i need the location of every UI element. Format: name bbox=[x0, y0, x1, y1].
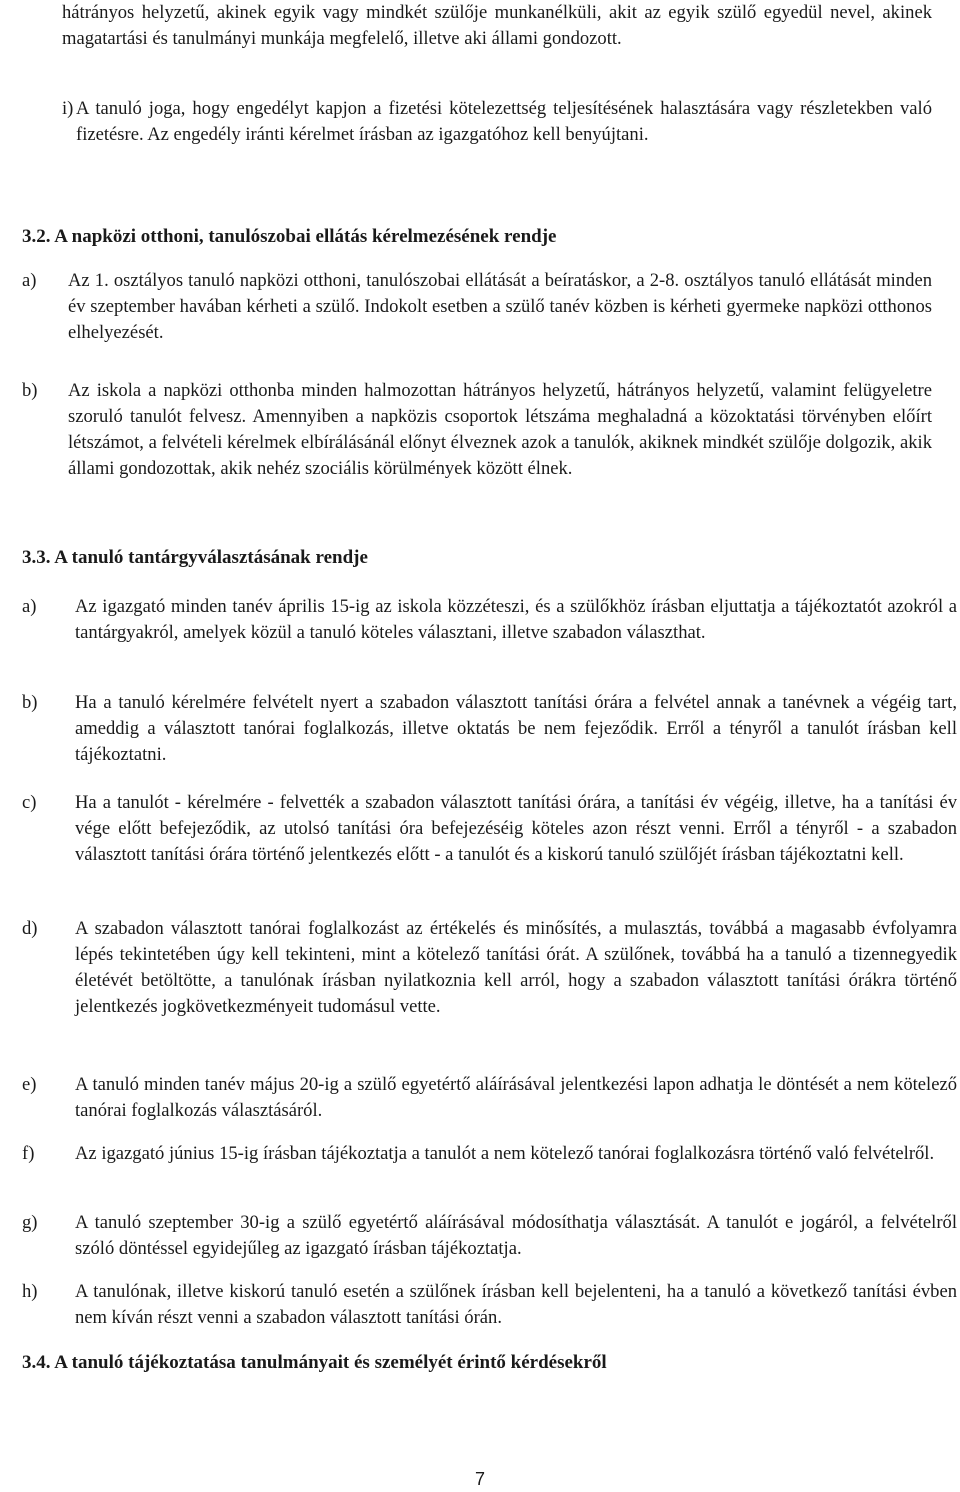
item-label: b) bbox=[22, 380, 38, 401]
intro-continuation bbox=[62, 0, 932, 52]
section-heading-3-4: 3.4. A tanuló tájékoztatása tanulmányait és személyét érintő kérdésekről bbox=[22, 1352, 607, 1373]
item-label: i) bbox=[62, 98, 74, 119]
item-text: A tanuló minden tanév május 20-ig a szülő egyetértő aláírásával jelentkezési lapon adhatja le döntését a nem kötelező tanórai foglalkozás választásáról. bbox=[75, 1074, 957, 1121]
item-label: b) bbox=[22, 692, 38, 713]
item-text: Ha a tanulót - kérelmére - felvették a szabadon választott tanítási órára, a tanítási év végéig, illetve, ha a tanítási év vége előtt befejeződik, az utolsó tanítási óra befejezéséig köteles azon részt venni. Erről a tényről - a szabadon választott tanítási órára történő jelentkezés előtt - a tanulót és a kiskorú tanuló szülőjét írásban tájékoztatni kell. bbox=[75, 792, 957, 865]
intro-text: hátrányos helyzetű, akinek egyik vagy mindkét szülője munkanélküli, akit az egyik szülő egyedül nevel, akinek magatartási és tanulmányi munkája megfelelő, illetve aki állami gondozott. bbox=[62, 2, 932, 49]
page-number: 7 bbox=[474, 1469, 485, 1489]
section-heading-3-2: 3.2. A napközi otthoni, tanulószobai ellátás kérelmezésének rendje bbox=[22, 226, 557, 247]
sec33-item-a bbox=[22, 594, 957, 646]
sec33-item-e bbox=[22, 1072, 957, 1124]
item-label: e) bbox=[22, 1074, 37, 1095]
item-label: a) bbox=[22, 270, 37, 291]
item-label: g) bbox=[22, 1212, 38, 1233]
sec33-item-d bbox=[22, 916, 957, 1020]
intro-item-i bbox=[62, 96, 932, 148]
sec32-item-a bbox=[22, 268, 932, 346]
item-label: f) bbox=[22, 1143, 35, 1164]
item-label: a) bbox=[22, 596, 37, 617]
item-text: A tanuló szeptember 30-ig a szülő egyetértő aláírásával módosíthatja választását. A tanulót e jogáról, a felvételről szóló döntéssel egyidejűleg az igazgató írásban tájékoztatja. bbox=[75, 1212, 957, 1259]
sec32-item-b bbox=[22, 378, 932, 482]
sec33-item-c bbox=[22, 790, 957, 868]
item-text: Ha a tanuló kérelmére felvételt nyert a szabadon választott tanítási órára a felvétel annak a tanévnek a végéig tart, ameddig a választott tanórai foglalkozás, illetve oktatás be nem fejeződik. Erről a tényről a tanulót írásban kell tájékoztatni. bbox=[75, 692, 957, 765]
item-text: Az igazgató minden tanév április 15-ig az iskola közzéteszi, és a szülőkhöz írásban eljuttatja a tájékoztatót azokról a tantárgyakról, amelyek közül a tanuló köteles választani, illetve szabadon választhat. bbox=[75, 596, 957, 643]
section-heading-3-3: 3.3. A tanuló tantárgyválasztásának rendje bbox=[22, 547, 368, 568]
sec33-item-g bbox=[22, 1210, 957, 1262]
item-text: A szabadon választott tanórai foglalkozást az értékelés és minősítés, a mulasztás, továbbá a magasabb évfolyamra lépés tekintetében úgy kell tekinteni, mint a kötelező tanítási órát. A szülőnek, továbbá ha a tanuló a tizennegyedik életévét betöltötte, a tanulónak írásban nyilatkoznia kell arról, hogy a szabadon választott tanítási órákra történő jelentkezés jogkövetkezményeit tudomásul vette. bbox=[75, 918, 957, 1017]
item-label: h) bbox=[22, 1281, 38, 1302]
sec33-item-f bbox=[22, 1141, 957, 1167]
item-label: d) bbox=[22, 918, 38, 939]
sec33-item-h bbox=[22, 1279, 957, 1331]
sec33-item-b bbox=[22, 690, 957, 768]
item-text: Az iskola a napközi otthonba minden halmozottan hátrányos helyzetű, hátrányos helyzetű, valamint felügyeletre szoruló tanulót felvesz. Amennyiben a napközis csoportok létszáma meghaladná a közoktatási törvényben előírt létszámot, a felvételi kérelmek elbírálásánál előnyt élveznek azok a tanulók, akiknek mindkét szülője dolgozik, akik állami gondozottak, akik nehéz szociális körülmények között élnek. bbox=[68, 380, 932, 479]
item-text: Az igazgató június 15-ig írásban tájékoztatja a tanulót a nem kötelező tanórai foglalkozásra történő való felvételről. bbox=[75, 1143, 935, 1164]
item-text: A tanulónak, illetve kiskorú tanuló esetén a szülőnek írásban kell bejelenteni, ha a tanuló a következő tanítási évben nem kíván részt venni a szabadon választott tanítási órán. bbox=[75, 1281, 957, 1328]
item-text: Az 1. osztályos tanuló napközi otthoni, tanulószobai ellátását a beíratáskor, a 2-8. osztályos tanuló ellátását minden év szeptember havában kérheti a szülő. Indokolt esetben a szülő tanév közben is kérheti gyermeke napközi otthonos elhelyezését. bbox=[68, 270, 932, 343]
item-text: A tanuló joga, hogy engedélyt kapjon a fizetési kötelezettség teljesítésének halasztására vagy részletekben való fizetésre. Az engedély iránti kérelmet írásban az igazgatóhoz kell benyújtani. bbox=[76, 98, 932, 145]
item-label: c) bbox=[22, 792, 37, 813]
